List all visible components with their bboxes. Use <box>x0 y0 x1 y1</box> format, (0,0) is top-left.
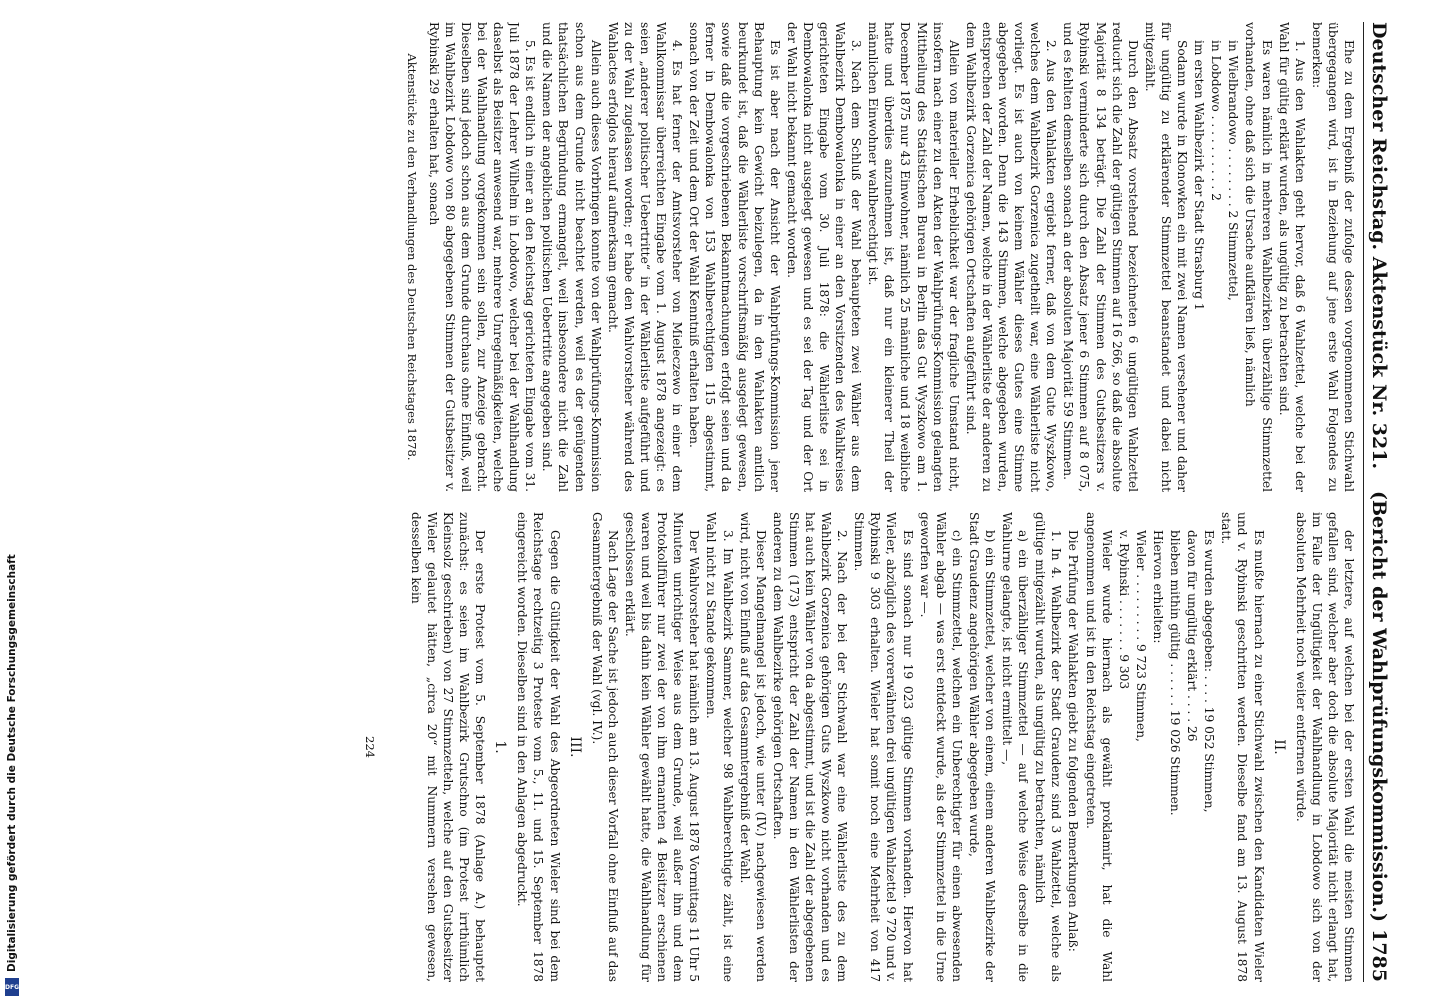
paragraph: 4. Es hat ferner der Amtsvorsteher von Mieleczewo in einer dem Wahlkommissar überreichten Eingabe vom 1. August 1878 angezeigt: es seien „anderer politischer Uebertritte“ in der Wählerliste aufgeführt und zu der Wahl zugelassen worden; er habe den Wahlvorsteher während des Wahlactes erfolglos hierauf aufmerksam gemacht. <box>605 22 685 492</box>
paragraph: Gegen die Gültigkeit der Wahl des Abgeordneten Wieler sind bei dem Reichstage rechtzeitig 3 Proteste vom 5., 11. und 15. September 1878 eingereicht worden. Dieselben sind in den Anlagen abgedruckt. <box>515 512 562 982</box>
page-number: 1785 <box>1368 929 1390 982</box>
document-page <box>35 0 1400 1000</box>
signature-mark: 224 <box>362 736 377 758</box>
digitization-credit <box>4 554 20 1000</box>
paragraph: a) ein überzähliger Stimmzettel — auf welche Weise derselbe in die Wahlurne gelangte, ist nicht ermittelt —, <box>1000 512 1031 982</box>
section-heading-1: 1. <box>492 740 509 754</box>
paragraph: Dieser Mangelmangel ist jedoch, wie unter (IV.) nachgewiesen werden wird, nicht von Einfluß auf das Gesammtergebniß der Wahl. <box>737 512 768 982</box>
paragraph: Der Wahlvorsteher hat nämlich am 13. August 1878 Vormittags 11 Uhr 5 Minuten unrichtiger Weise aus dem Grunde, weil außer ihm und dem Protokollführer nur zwei der von ihm ernannten 4 Beisitzer erschienen waren und weil bis dahin kein Wähler gewählt hatte, die Wahlhandlung für geschlossen erklärt. <box>622 512 702 982</box>
paragraph: Hiervon erhielten: <box>1150 530 1165 644</box>
paragraph: Wieler wurde hiernach als gewählt proklamirt, hat die Wahl angenommen und ist in den Reichstag eingetreten. <box>1083 512 1114 982</box>
paragraph: 1. In 4. Wahlbezirk der Stadt Graudenz sind 3 Wahlzettel, welche als gültige mitgezählt wurden, als ungültig zu betrachten, nämlich <box>1033 512 1064 982</box>
paragraph: Es wurden abgegeben: . . . . 19 052 Stimmen, <box>1202 530 1217 813</box>
paragraph: Nach Lage der Sache ist jedoch auch dieser Vorfall ohne Einfluß auf das Gesammtergebniß der Wahl (vgl. IV.). <box>589 512 620 982</box>
paragraph: 2. Nach der bei der Stichwahl war eine Wählerliste des zu dem Wahlbezirk Gorzenica gehörigen Guts Wyszkowo nicht vorhanden und es hat auch kein Wähler von da abgestimmt, und ist die Zahl der abgegebenen Stimmen (173) entspricht der Zahl der Namen in den Wählerlisten der anderen zu dem Wahlbezirke gehörigen Ortschaften. <box>770 512 850 982</box>
paragraph: in Lobdowo . . . . . . . . . . 2 <box>1209 40 1224 201</box>
paragraph: blieben mithin gültig . . . . . . 19 026 Stimmen. <box>1168 530 1183 816</box>
paragraph: 2. Aus den Wahlakten ergiebt ferner, daß von dem Gute Wyszkowo, welches dem Wahlbezirk Gorzenica zugetheilt war, eine Wählerliste nicht vorliegt. Es ist auch von keinem Wähler dieses Gutes eine Stimme abgegeben worden. Denn die 143 Stimmen, welche abgegeben wurden, entsprechen der Zahl der Namen, welche in der Wählerliste der anderen zu dem Wahlbezirk Gorzenica gehörigen Ortschaften aufgeführt sind. <box>963 22 1059 492</box>
paragraph: im ersten Wahlbezirk der Stadt Strasburg 1 <box>1192 40 1207 311</box>
paragraph: 3. Nach dem Schluß der Wahl behaupteten zwei Wähler aus dem Wahlbezirk Dembowalonka in einer an den Vorsitzenden des Wahlkreises gerichteten Eingabe vom 30. Juli 1878: die Wählerliste sei in Dembowalonka nicht ausgelegt gewesen und es sei der Tag und der Ort der Wahl nicht bekannt gemacht worden. <box>784 22 864 492</box>
paragraph: Ehe zu dem Ergebniß der zufolge dessen vorgenommenen Stichwahl übergegangen wird, ist in Beziehung auf jene erste Wahl Folgendes zu bemerken: <box>1309 22 1356 492</box>
paragraph: Allein auch dieses Vorbringen konnte von der Wahlprüfungs-Kommission schon aus dem Grunde nicht beachtet werden, weil es der genügenden thatsächlichen Begründung ermangelt, weil insbesondere nicht die Zahl und die Namen der angeblichen politischen Uebertritte angegeben sind. <box>540 22 603 492</box>
paragraph: Die Prüfung der Wahlakten giebt zu folgenden Bemerkungen Anlaß: <box>1066 530 1081 952</box>
column-left <box>47 22 1357 492</box>
footer-line: Aktenstücke zu den Verhandlungen des Deutschen Reichstages 1878. <box>404 53 419 461</box>
column-right <box>47 512 1357 982</box>
dfg-logo-icon: DFG <box>5 978 19 996</box>
paragraph: v. Rybinski . . . . . . . 9 303 <box>1116 530 1131 690</box>
paragraph: Sodann wurde in Klonowken ein mit zwei Namen versehener und daher für ungültig zu erklärender Stimmzettel beanstandet und dabei nicht mitgezählt. <box>1142 22 1190 492</box>
paragraph: Allein von materieller Erheblichkeit war der fragliche Umstand nicht, insofern nach einer zu den Akten der Wahlprüfungs-Kommission gelangten Mittheilung des Statistischen Bureau in Berlin das Gut Wyszkowo am 1. December 1875 nur 43 Einwohner, nämlich 25 männliche und 18 weibliche hatte und überdies anzunehmen ist, daß nur ein kleinerer Theil der männlichen Einwohner wahlberechtigt ist. <box>866 22 961 492</box>
paragraph: b) ein Stimmzettel, welcher von einem, einem anderen Wahlbezirke der Stadt Graudenz angehörigen Wähler abgegeben wurde, <box>966 512 998 982</box>
paragraph: 3. Im Wahlbezirk Sammer, welcher 98 Wahlberechtigte zählt, ist eine Wahl nicht zu Stande gekommen. <box>704 512 735 982</box>
header-title-left: Deutscher Reichstag. Aktenstück Nr. 321. <box>1368 22 1390 470</box>
paragraph: Durch den Absatz vorstehend bezeichneten 6 ungültigen Wahlzettel reducirt sich die Zahl der gültigen Stimmen auf 16 266, so daß die absolute Majorität 8 134 beträgt. Die Zahl der Stimmen des Gutsbesitzers v. Rybinski verminderte sich durch den Absatz jener 6 Stimmen auf 8 075, und es fehlten demselben sonach an der absoluten Majorität 59 Stimmen. <box>1061 22 1140 492</box>
paragraph: Es mußte hiernach zu einer Stichwahl zwischen den Kandidaten Wieler und v. Rybinski geschritten werden. Dieselbe fand am 13. August 1878 statt. <box>1219 512 1266 982</box>
header-title-right: (Bericht der Wahlprüfungskommission.) <box>1368 490 1390 922</box>
section-heading-ii: II. <box>1270 739 1287 755</box>
paragraph: Es waren nämlich in mehreren Wahlbezirken überzählige Stimmzettel vorhanden, ohne daß sich die Ursache aufklären ließ, nämlich <box>1243 22 1274 492</box>
credit-text: Digitalisierung gefördert durch die Deutsche Forschungsgemeinschaft <box>6 554 18 972</box>
paragraph: c) ein Stimmzettel, welchen ein Unberechtigter für einen abwesenden Wähler abgab — was erst entdeckt wurde, als der Stimmzettel in die Urne geworfen war —. <box>917 512 964 982</box>
page-header <box>1363 22 1390 982</box>
paragraph: Der erste Protest vom 5. September 1878 (Anlage A.) behauptet zunächst: es seien im Wahlbezirk Grutschno (im Protest irrthümlich Kleinsolz geschrieben) von 27 Stimmzetteln, welche auf den Gutsbesitzer Wieler gelautet hätten, „circa 20“ mit Nummern versehen gewesen, desselben kein <box>408 512 488 982</box>
paragraph: 1. Aus den Wahlakten geht hervor, daß 6 Wahlzettel, welche bei der Wahl für gültig erklärt wurden, als ungültig zu betrachten sind. <box>1276 22 1307 492</box>
paragraph: der letztere, auf welchen bei der ersten Wahl die meisten Stimmen gefallen sind, welcher aber doch die absolute Majorität nicht erlangt hat, im Falle der Ungültigkeit der Wahlhandlung in Lobdowo sich von der absoluten Mehrheit noch weiter entfernen würde. <box>1293 512 1356 982</box>
paragraph: 5. Es ist endlich in einer an den Reichstag gerichteten Eingabe vom 31. Juli 1878 der Lehrer Wilhelm in Lobdowo, welcher bei der Wahlhandlung daselbst als Beisitzer anwesend war, mehrere Unregelmäßigkeiten, welche bei der Wahlhandlung vorgekommen sein sollen, zur Anzeige gebracht. Dieselben sind jedoch schon aus dem Grunde durchaus ohne Einfluß, weil im Wahlbezirk Lobdowo von 80 abgegebenen Stimmen der Gutsbesitzer v. Rybinski 29 erhalten hat, sonach <box>426 22 538 492</box>
paragraph: davon für ungültig erklärt . . . . 26 <box>1185 530 1200 742</box>
paragraph: Es sind sonach nur 19 023 gültige Stimmen vorhanden. Hiervon hat Wieler, abzüglich des vorerwähnten drei ungültigen Wahlzettel 9 720 und v. Rybinski 9 303 erhalten. Wieler hat somit noch eine Mehrheit von 417 Stimmen. <box>852 512 915 982</box>
paragraph: Es ist aber nach der Ansicht der Wahlprüfungs-Kommission jener Behauptung kein Gewicht beizulegen, da in den Wahlakten amtlich beurkundet ist, daß die Wählerliste vorschriftsmäßig ausgelegt gewesen, sowie daß die vorgeschriebenen Bekanntmachungen erfolgt seien und da ferner in Dembowalonka von 153 Wahlberechtigten 115 abgestimmt, sonach von der Zeit und dem Ort der Wahl Kenntniß erhalten haben. <box>687 22 782 492</box>
paragraph: Wieler . . . . . . . . . 9 723 Stimmen, <box>1133 530 1148 742</box>
section-heading-iii: III. <box>566 736 583 758</box>
paragraph: in Wielbrandowo . . . . . . . . 2 Stimmzettel, <box>1226 40 1241 301</box>
